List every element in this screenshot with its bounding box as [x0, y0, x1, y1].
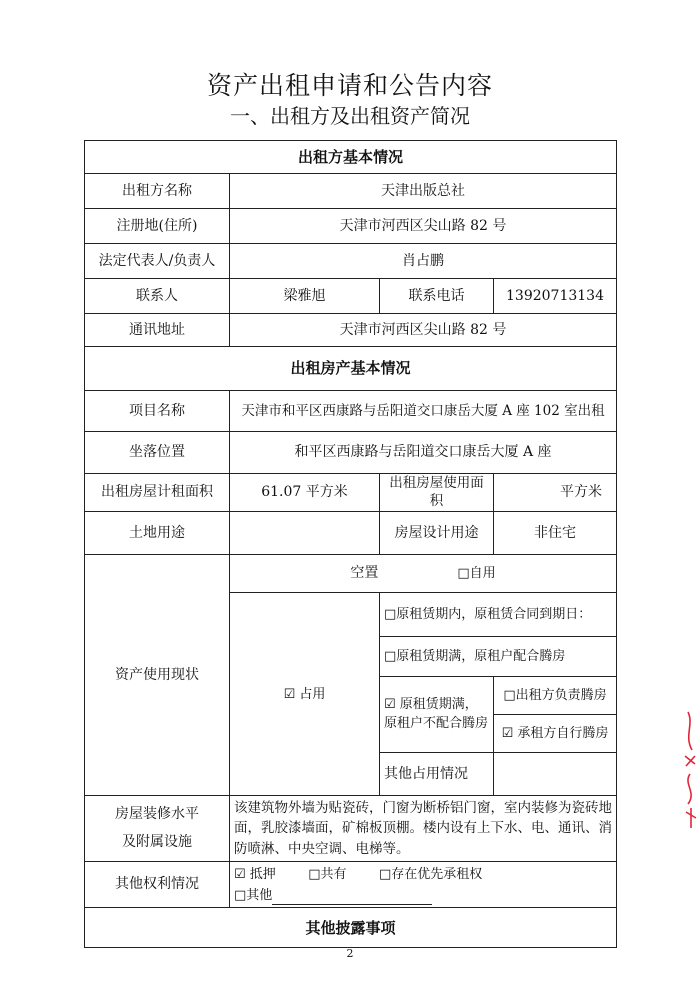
disclosure-heading: 其他披露事项 — [85, 908, 617, 948]
expired-noncoop-cell — [380, 677, 494, 753]
decoration-text: 该建筑物外墙为贴瓷砖，门窗为断桥铝门窗，室内装修为瓷砖地面，乳胶漆墙面，矿棉板顶棚。楼内设有上下水、电、通讯、消防喷淋、中央空调、电梯等。 — [230, 796, 617, 862]
self-use-checkbox[interactable]: □自用 — [457, 566, 496, 582]
lease-form-table — [84, 140, 617, 948]
lessor-vacate-checkbox[interactable]: □出租方负责腾房 — [503, 688, 607, 704]
phone-label: 联系电话 — [380, 279, 494, 314]
vacant-self-use-cell — [230, 555, 617, 593]
other-rights-blank[interactable] — [272, 892, 432, 905]
decoration-row — [85, 796, 617, 862]
lessor-vacate-cell — [494, 677, 617, 715]
expired-coop-cell — [380, 637, 617, 677]
other-rights-label: 其他权利情况 — [85, 861, 230, 908]
registered-address-value: 天津市河西区尖山路 82 号 — [230, 209, 617, 244]
expired-coop-checkbox[interactable]: □原租赁期满，原租户配合腾房 — [384, 649, 566, 665]
mail-address-label: 通讯地址 — [85, 314, 230, 347]
land-use-label: 土地用途 — [85, 512, 230, 555]
shared-checkbox[interactable]: □共有 — [308, 866, 347, 882]
rent-area-value: 61.07 平方米 — [230, 474, 380, 512]
page-subtitle: 一、出租方及出租资产简况 — [230, 104, 470, 128]
other-occupancy-label: 其他占用情况 — [380, 753, 494, 796]
lessor-heading-row — [85, 141, 617, 174]
project-name-value: 天津市和平区西康路与岳阳道交口康岳大厦 A 座 102 室出租 — [230, 391, 617, 432]
lessee-vacate-cell — [494, 715, 617, 753]
mortgage-checkbox[interactable]: ☑ 抵押 — [234, 866, 276, 882]
other-occupancy-value — [494, 753, 617, 796]
decoration-label-line2: 及附属设施 — [122, 834, 192, 851]
lessor-address-row — [85, 209, 617, 244]
usage-label: 资产使用现状 — [85, 555, 230, 796]
contact-value: 梁雅旭 — [230, 279, 380, 314]
phone-value: 13920713134 — [494, 279, 617, 314]
lessor-name-row — [85, 174, 617, 209]
use-area-value: 平方米 — [494, 474, 617, 512]
other-rights-options — [230, 861, 617, 908]
property-heading-row — [85, 347, 617, 391]
expired-noncoop-checkbox[interactable]: ☑ 原租赁期满，原租户不配合腾房 — [384, 696, 489, 731]
lessor-name-value: 天津出版总社 — [230, 174, 617, 209]
in-term-cell — [380, 593, 617, 637]
disclosure-heading-row — [85, 908, 617, 948]
lessor-name-label: 出租方名称 — [85, 174, 230, 209]
page-title: 资产出租申请和公告内容 — [206, 71, 493, 100]
location-value: 和平区西康路与岳阳道交口康岳大厦 A 座 — [230, 432, 617, 474]
land-use-value — [230, 512, 380, 555]
location-label: 坐落位置 — [85, 432, 230, 474]
area-row — [85, 474, 617, 512]
mail-address-value: 天津市河西区尖山路 82 号 — [230, 314, 617, 347]
use-area-label: 出租房屋使用面积 — [380, 474, 494, 512]
usage-row-vacant — [85, 555, 617, 593]
contact-row — [85, 279, 617, 314]
occupied-checkbox[interactable]: ☑ 占用 — [283, 686, 326, 702]
design-use-label: 房屋设计用途 — [380, 512, 494, 555]
property-section-heading: 出租房产基本情况 — [85, 347, 617, 391]
land-use-row — [85, 512, 617, 555]
design-use-value: 非住宅 — [494, 512, 617, 555]
contact-label: 联系人 — [85, 279, 230, 314]
project-name-label: 项目名称 — [85, 391, 230, 432]
legal-rep-label: 法定代表人/负责人 — [85, 244, 230, 279]
legal-rep-value: 肖占鹏 — [230, 244, 617, 279]
other-rights-row — [85, 861, 617, 908]
lessee-vacate-checkbox[interactable]: ☑ 承租方自行腾房 — [501, 726, 609, 742]
mail-address-row — [85, 314, 617, 347]
priority-lease-checkbox[interactable]: □存在优先承租权 — [379, 866, 483, 882]
decoration-label — [85, 796, 230, 862]
registered-address-label: 注册地(住所) — [85, 209, 230, 244]
other-rights-checkbox[interactable]: □其他 — [234, 887, 273, 903]
legal-rep-row — [85, 244, 617, 279]
lessor-section-heading: 出租方基本情况 — [85, 141, 617, 174]
vacant-text: 空置 — [350, 565, 379, 582]
occupied-cell — [230, 593, 380, 796]
in-term-checkbox[interactable]: □原租赁期内，原租赁合同到期日： — [384, 607, 592, 623]
decoration-label-line1: 房屋装修水平 — [115, 806, 199, 823]
location-row — [85, 432, 617, 474]
page-number: 2 — [346, 947, 354, 960]
rent-area-label: 出租房屋计租面积 — [85, 474, 230, 512]
red-seal-fragment — [680, 706, 700, 836]
project-row — [85, 391, 617, 432]
